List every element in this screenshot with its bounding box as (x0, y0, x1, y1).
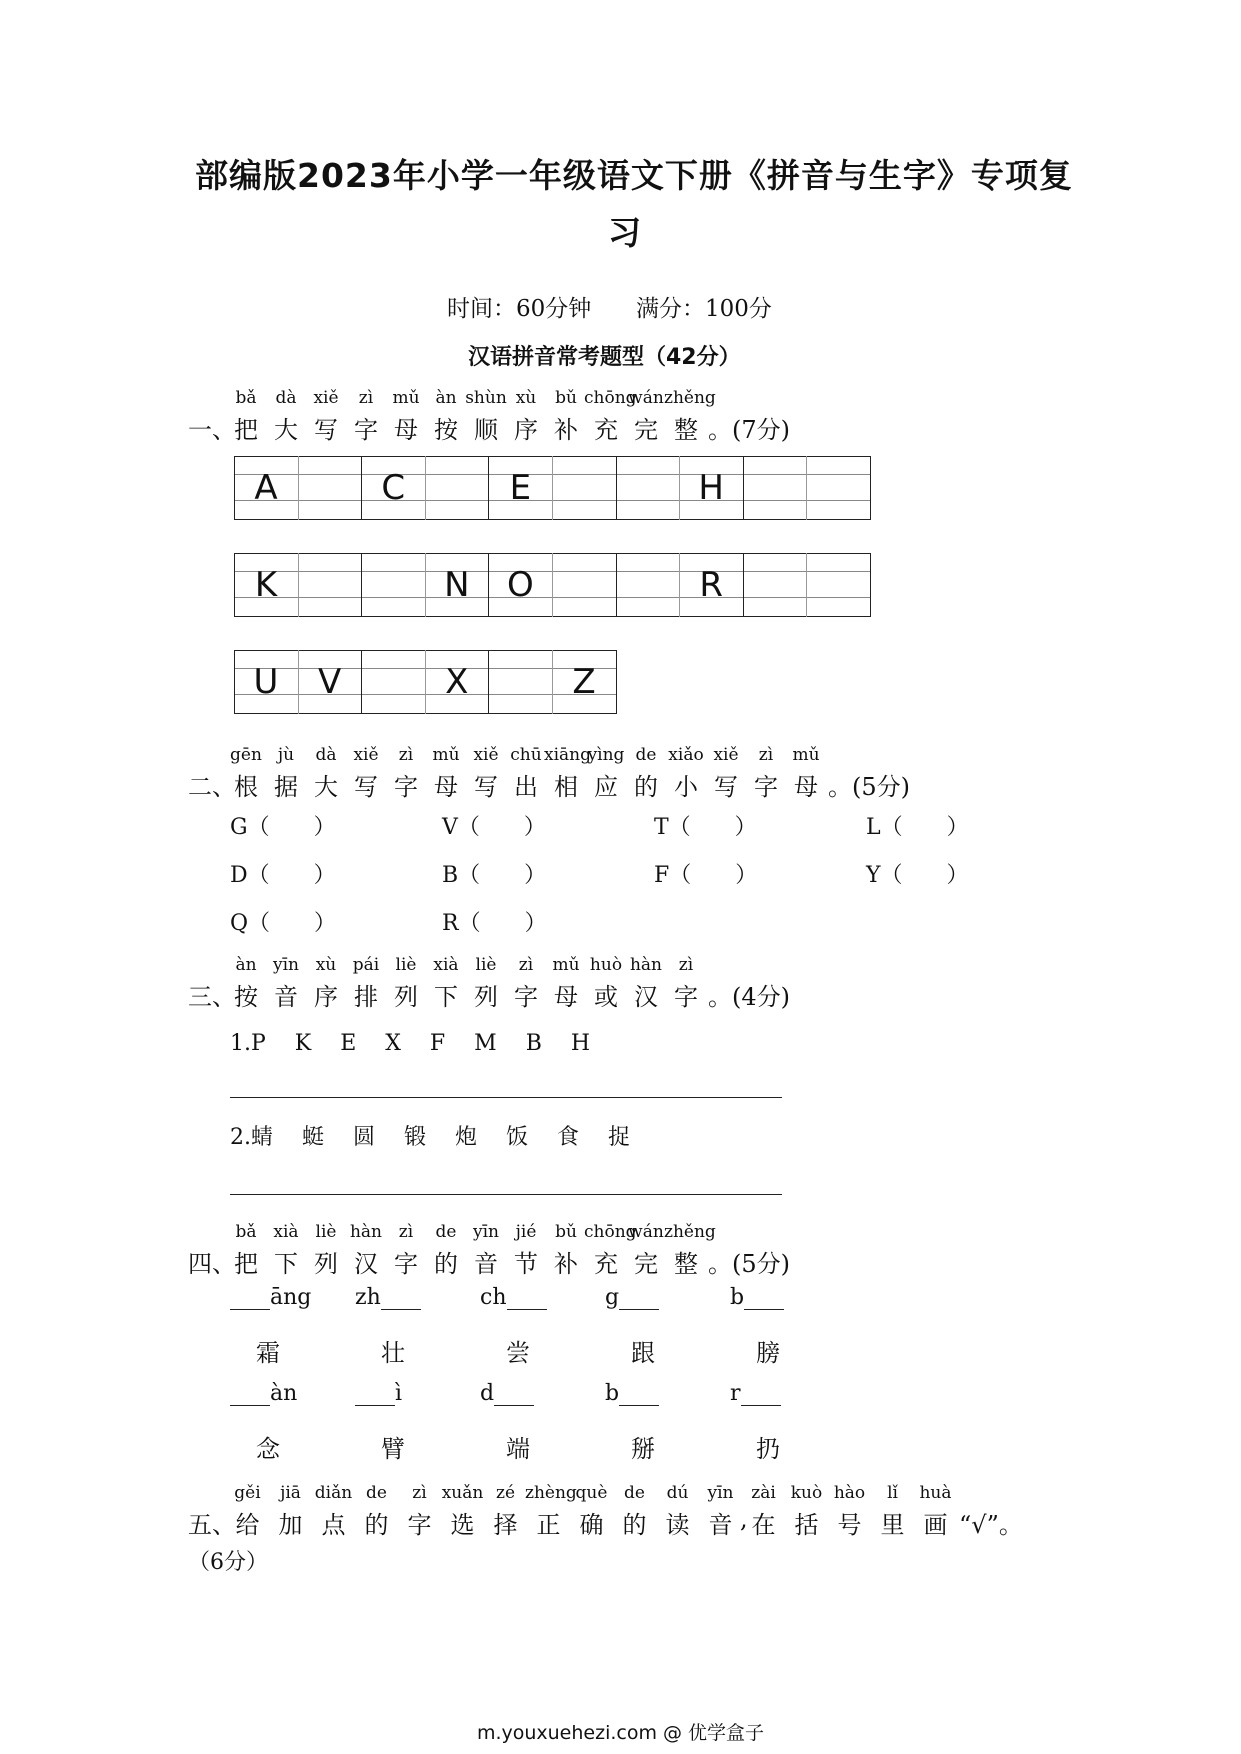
hanzi-character: 的 (634, 773, 658, 801)
blank-underline[interactable] (230, 1383, 270, 1406)
syllable-blank[interactable] (480, 1285, 547, 1310)
answer-line-2[interactable] (230, 1194, 782, 1195)
syllable-part: zh (355, 1285, 381, 1310)
pinyin-annotation: de (435, 1222, 457, 1242)
target-hanzi: 扔 (756, 1435, 780, 1463)
pinyin-annotation: lǐ (887, 1483, 898, 1503)
pinyin-annotation: huà (919, 1483, 952, 1503)
hanzi-character: 的 (434, 1250, 458, 1278)
hanzi-character: 列 (314, 1250, 338, 1278)
syllable-blank[interactable] (730, 1381, 781, 1406)
hanzi-character: 母 (554, 983, 578, 1011)
grid-divider (616, 456, 617, 520)
grid-divider (361, 553, 362, 617)
hanzi-character: 按 (434, 416, 458, 444)
letter-cell: Z (572, 662, 596, 702)
lowercase-answer-slot[interactable]: F（ ） (654, 863, 758, 888)
pinyin-annotation: wán (628, 388, 664, 408)
pinyin-annotation: xiě (313, 388, 339, 408)
pinyin-annotation: bǔ (555, 1222, 577, 1242)
hanzi-character: 相 (554, 773, 578, 801)
pinyin-annotation: shùn (465, 388, 507, 408)
pinyin-annotation: zì (398, 745, 414, 765)
pinyin-annotation: zì (412, 1483, 427, 1503)
lowercase-answer-slot[interactable]: D（ ） (230, 863, 336, 888)
pinyin-annotation: de (624, 1483, 645, 1503)
pinyin-annotation: diǎn (314, 1483, 353, 1503)
pinyin-annotation: què (575, 1483, 608, 1503)
hanzi-character: 列 (474, 983, 498, 1011)
blank-underline[interactable] (619, 1287, 659, 1310)
pinyin-annotation: pái (352, 955, 380, 975)
lowercase-answer-slot[interactable]: R（ ） (442, 911, 547, 936)
hanzi-character: 补 (554, 416, 578, 444)
hanzi-character: 加 (278, 1511, 303, 1539)
grid-divider (870, 553, 871, 617)
pinyin-annotation: gěi (234, 1483, 261, 1503)
hanzi-character: 据 (274, 773, 298, 801)
grid-divider (870, 456, 871, 520)
lowercase-answer-slot[interactable]: L（ ） (866, 815, 969, 840)
target-hanzi: 霜 (256, 1339, 280, 1367)
hanzi-character: 或 (594, 983, 618, 1011)
pinyin-annotation: zé (495, 1483, 516, 1503)
hanzi-character: 字 (407, 1511, 432, 1539)
pinyin-annotation: mǔ (432, 745, 460, 765)
pinyin-annotation: xù (315, 955, 337, 975)
target-hanzi: 臂 (381, 1435, 405, 1463)
syllable-part: ì (395, 1381, 403, 1406)
hanzi-character: 的 (622, 1511, 647, 1539)
lowercase-answer-slot[interactable]: G（ ） (230, 815, 336, 840)
pinyin-annotation: chōng (584, 388, 637, 408)
pinyin-annotation: hào (833, 1483, 866, 1503)
hanzi-character: 下 (274, 1250, 298, 1278)
question-number: 四、 (188, 1250, 236, 1278)
grid-divider (488, 650, 489, 714)
hanzi-character: 字 (354, 416, 378, 444)
hanzi-character: 整 (674, 416, 698, 444)
question-suffix: 。(4分) (708, 983, 790, 1011)
pinyin-annotation: xiāng (544, 745, 591, 765)
syllable-blank[interactable] (230, 1381, 297, 1406)
grid-divider (679, 553, 680, 617)
hanzi-character: 点 (321, 1511, 346, 1539)
pinyin-annotation: xiǎo (668, 745, 704, 765)
pinyin-annotation: kuò (790, 1483, 823, 1503)
pinyin-annotation: hàn (629, 955, 663, 975)
pinyin-annotation: yīn (473, 1222, 499, 1242)
pinyin-annotation: dú (666, 1483, 689, 1503)
pinyin-annotation: jù (277, 745, 295, 765)
question-4-header (188, 1222, 1088, 1282)
pinyin-annotation: mǔ (792, 745, 820, 765)
letter-grid-row-1 (234, 456, 870, 522)
target-hanzi: 尝 (506, 1339, 530, 1367)
question-2-items (230, 810, 1030, 950)
question-number: 一、 (188, 416, 236, 444)
pinyin-annotation: xiě (353, 745, 379, 765)
hanzi-character: 里 (880, 1511, 905, 1539)
hanzi-character: 音 (274, 983, 298, 1011)
hanzi-character: 汉 (634, 983, 658, 1011)
lowercase-answer-slot[interactable]: T（ ） (654, 815, 757, 840)
grid-divider (298, 456, 299, 520)
hanzi-character: 写 (354, 773, 378, 801)
hanzi-character: 完 (634, 416, 658, 444)
pinyin-annotation: àn (435, 388, 457, 408)
question-3-line-2: 2.蜻 蜓 圆 锻 炮 饭 食 捉 (230, 1125, 630, 1150)
syllable-blank[interactable] (605, 1285, 659, 1310)
letter-cell: U (253, 662, 279, 702)
syllable-blank[interactable] (605, 1381, 659, 1406)
grid-divider (806, 553, 807, 617)
grid-divider (425, 553, 426, 617)
hanzi-character: 的 (364, 1511, 389, 1539)
page-title: 部编版2023年小学一年级语文下册《拼音与生字》专项复 (195, 156, 1073, 195)
pinyin-annotation: xuǎn (441, 1483, 484, 1503)
hanzi-character: 字 (394, 1250, 418, 1278)
question-2-header (188, 745, 1088, 805)
hanzi-character: 母 (394, 416, 418, 444)
hanzi-character: 写 (714, 773, 738, 801)
hanzi-character: 字 (394, 773, 418, 801)
pinyin-annotation: chōng (584, 1222, 637, 1242)
grid-divider (552, 650, 553, 714)
pinyin-annotation: àn (235, 955, 257, 975)
lowercase-answer-slot[interactable]: B（ ） (442, 863, 547, 888)
question-number: 三、 (188, 983, 236, 1011)
hanzi-character: 字 (674, 983, 698, 1011)
letter-cell: A (254, 468, 278, 508)
grid-divider (743, 456, 744, 520)
pinyin-annotation: zài (751, 1483, 776, 1503)
pinyin-annotation: bǎ (235, 1222, 257, 1242)
syllable-blank[interactable] (230, 1285, 311, 1310)
grid-divider (743, 553, 744, 617)
syllable-blank[interactable] (730, 1285, 784, 1310)
grid-divider (361, 650, 362, 714)
hanzi-character: 序 (514, 416, 538, 444)
grid-divider (361, 456, 362, 520)
hanzi-character: 音 (474, 1250, 498, 1278)
grid-divider (425, 650, 426, 714)
hanzi-character: 把 (234, 1250, 258, 1278)
hanzi-character: 下 (434, 983, 458, 1011)
target-hanzi: 膀 (756, 1339, 780, 1367)
pinyin-annotation: dà (275, 388, 297, 408)
answer-line-1[interactable] (230, 1097, 782, 1098)
hanzi-character: 节 (514, 1250, 538, 1278)
letter-cell: X (445, 662, 469, 702)
syllable-part: àn (270, 1381, 298, 1406)
syllable-part: ch (480, 1285, 507, 1310)
grid-divider (234, 456, 235, 520)
hanzi-character: 顺 (474, 416, 498, 444)
hanzi-character: 括 (794, 1511, 819, 1539)
pinyin-annotation: bǎ (235, 388, 257, 408)
hanzi-character: 母 (794, 773, 818, 801)
hanzi-character: 择 (493, 1511, 518, 1539)
pinyin-annotation: liè (315, 1222, 337, 1242)
hanzi-character: 读 (665, 1511, 690, 1539)
grid-divider (234, 650, 235, 714)
question-number: 二、 (188, 773, 236, 801)
target-hanzi: 壮 (381, 1339, 405, 1367)
hanzi-character: 序 (314, 983, 338, 1011)
hanzi-character: 大 (314, 773, 338, 801)
hanzi-character: 根 (234, 773, 258, 801)
pinyin-annotation: yìng (587, 745, 625, 765)
hanzi-character: 补 (554, 1250, 578, 1278)
hanzi-character: 字 (754, 773, 778, 801)
pinyin-annotation: jiā (280, 1483, 301, 1503)
grid-divider (298, 650, 299, 714)
pinyin-annotation: zì (758, 745, 774, 765)
hanzi-character: 大 (274, 416, 298, 444)
hanzi-character: 画 (923, 1511, 948, 1539)
syllable-blank[interactable] (480, 1381, 534, 1406)
blank-underline[interactable] (230, 1287, 270, 1310)
pinyin-annotation: huò (589, 955, 623, 975)
hanzi-character: 列 (394, 983, 418, 1011)
lowercase-answer-slot[interactable]: Y（ ） (866, 863, 969, 888)
pinyin-annotation: zì (398, 1222, 414, 1242)
pinyin-annotation: mǔ (552, 955, 580, 975)
lowercase-answer-slot[interactable]: V（ ） (442, 815, 546, 840)
grid-divider (679, 456, 680, 520)
section-heading: 汉语拼音常考题型（42分） (468, 345, 741, 370)
letter-cell: R (699, 565, 723, 605)
question-suffix: “√”。 (959, 1511, 1023, 1539)
hanzi-character: 音 (708, 1511, 733, 1539)
grid-divider (552, 456, 553, 520)
hanzi-character: 在 (751, 1511, 776, 1539)
syllable-blank[interactable] (355, 1381, 402, 1406)
pinyin-annotation: bǔ (555, 388, 577, 408)
question-suffix: 。(5分) (708, 1250, 790, 1278)
hanzi-character: 号 (837, 1511, 862, 1539)
syllable-part: g (605, 1285, 620, 1310)
question-suffix: 。(7分) (708, 416, 790, 444)
blank-underline[interactable] (355, 1383, 395, 1406)
pinyin-annotation: liè (475, 955, 497, 975)
hanzi-character: 母 (434, 773, 458, 801)
pinyin-annotation: zì (678, 955, 694, 975)
question-suffix: 。(5分) (828, 773, 910, 801)
grid-divider (616, 650, 617, 714)
blank-underline[interactable] (507, 1287, 547, 1310)
question-5-score: （6分） (188, 1550, 268, 1575)
target-hanzi: 念 (256, 1435, 280, 1463)
pinyin-annotation: zì (358, 388, 374, 408)
pinyin-annotation: yīn (273, 955, 299, 975)
question-number: 五、 (188, 1511, 236, 1539)
pinyin-annotation: xià (433, 955, 459, 975)
pinyin-annotation: mǔ (392, 388, 420, 408)
hanzi-character: 整 (674, 1250, 698, 1278)
hanzi-character: 出 (514, 773, 538, 801)
grid-divider (298, 553, 299, 617)
question-3-line-1: 1.P K E X F M B H (230, 1031, 591, 1056)
blank-underline[interactable] (741, 1383, 781, 1406)
hanzi-character: 写 (474, 773, 498, 801)
hanzi-character: 排 (354, 983, 378, 1011)
pinyin-annotation: dà (315, 745, 337, 765)
target-hanzi: 端 (506, 1435, 530, 1463)
punctuation: , (740, 1505, 748, 1533)
pinyin-annotation: zhèng (525, 1483, 577, 1503)
pinyin-annotation: xiě (473, 745, 499, 765)
syllable-part: b (605, 1381, 620, 1406)
hanzi-character: 充 (594, 416, 618, 444)
target-hanzi: 跟 (631, 1339, 655, 1367)
grid-divider (616, 553, 617, 617)
footer-watermark: m.youxuehezi.com @ 优学盒子 (476, 1722, 765, 1744)
pinyin-annotation: zhěng (664, 388, 716, 408)
hanzi-character: 把 (234, 416, 258, 444)
blank-underline[interactable] (744, 1287, 784, 1310)
pinyin-annotation: wán (628, 1222, 664, 1242)
grid-divider (234, 553, 235, 617)
letter-cell: O (507, 565, 534, 605)
hanzi-character: 给 (235, 1511, 260, 1539)
hanzi-character: 应 (594, 773, 618, 801)
question-5-header (188, 1483, 1088, 1543)
hanzi-character: 写 (314, 416, 338, 444)
syllable-part: d (480, 1381, 495, 1406)
grid-divider (488, 456, 489, 520)
letter-cell: V (317, 662, 342, 702)
pinyin-annotation: xià (273, 1222, 299, 1242)
letter-cell: K (254, 565, 278, 605)
blank-underline[interactable] (381, 1287, 421, 1310)
letter-cell: E (509, 468, 532, 508)
letter-cell: H (698, 468, 724, 508)
pinyin-annotation: chū (510, 745, 542, 765)
blank-underline[interactable] (619, 1383, 659, 1406)
lowercase-answer-slot[interactable]: Q（ ） (230, 911, 337, 936)
hanzi-character: 完 (634, 1250, 658, 1278)
syllable-part: r (730, 1381, 741, 1406)
grid-divider (806, 456, 807, 520)
letter-cell: N (444, 565, 470, 605)
pinyin-annotation: liè (395, 955, 417, 975)
pinyin-annotation: gēn (230, 745, 262, 765)
syllable-blank[interactable] (355, 1285, 421, 1310)
letter-grid-row-2 (234, 553, 870, 619)
exam-time: 时间：60分钟 (447, 296, 592, 322)
pinyin-annotation: zhěng (664, 1222, 716, 1242)
hanzi-character: 确 (579, 1511, 604, 1539)
target-hanzi: 掰 (631, 1435, 655, 1463)
question-1-header (188, 388, 1088, 448)
question-4-grid (230, 1285, 830, 1465)
grid-divider (425, 456, 426, 520)
pinyin-annotation: de (366, 1483, 387, 1503)
pinyin-annotation: jié (515, 1222, 537, 1242)
pinyin-annotation: yīn (707, 1483, 734, 1503)
hanzi-character: 充 (594, 1250, 618, 1278)
pinyin-annotation: xù (515, 388, 537, 408)
hanzi-character: 正 (536, 1511, 561, 1539)
hanzi-character: 小 (674, 773, 698, 801)
pinyin-annotation: hàn (349, 1222, 383, 1242)
grid-divider (552, 553, 553, 617)
pinyin-annotation: de (635, 745, 657, 765)
page-title-continued: 习 (608, 213, 642, 252)
pinyin-annotation: zì (518, 955, 534, 975)
grid-divider (488, 553, 489, 617)
hanzi-character: 选 (450, 1511, 475, 1539)
letter-cell: C (381, 468, 406, 508)
syllable-part: āng (270, 1285, 312, 1310)
syllable-part: b (730, 1285, 745, 1310)
hanzi-character: 字 (514, 983, 538, 1011)
question-3-header (188, 955, 1088, 1015)
hanzi-character: 汉 (354, 1250, 378, 1278)
pinyin-annotation: xiě (713, 745, 739, 765)
exam-score: 满分：100分 (636, 296, 772, 322)
hanzi-character: 按 (234, 983, 258, 1011)
letter-grid-row-3 (234, 650, 616, 716)
blank-underline[interactable] (494, 1383, 534, 1406)
